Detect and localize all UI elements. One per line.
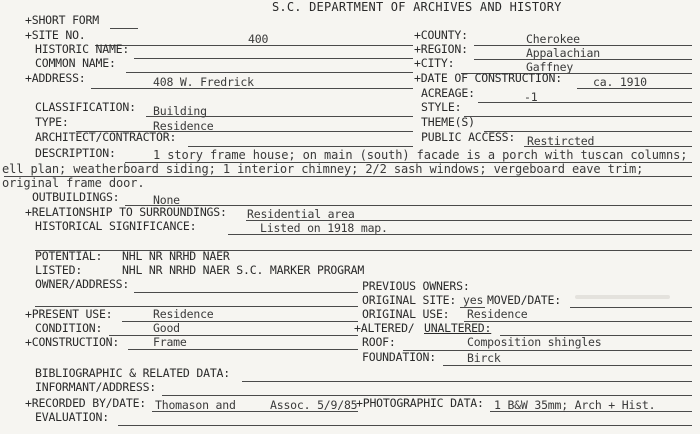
original-use-line xyxy=(464,321,692,322)
roof-value: Composition shingles xyxy=(467,335,602,349)
bibliographic-label: BIBLIOGRAPHIC & RELATED DATA: xyxy=(35,366,230,380)
listed-options: NHL NR NRHD NAER S.C. MARKER PROGRAM xyxy=(122,263,365,277)
original-use-label: ORIGINAL USE: xyxy=(362,307,450,321)
moved-date-label: MOVED/DATE: xyxy=(487,293,561,307)
paper-smudge xyxy=(575,295,670,299)
form-title: S.C. DEPARTMENT OF ARCHIVES AND HISTORY xyxy=(272,0,562,14)
moved-date-line xyxy=(570,307,692,308)
construction-value: Frame xyxy=(153,335,187,349)
historic-name-line xyxy=(134,58,413,59)
roof-line xyxy=(403,350,692,351)
architect-line xyxy=(188,146,413,147)
recorded-by-label: +RECORDED BY/DATE: xyxy=(25,396,147,410)
evaluation-label: EVALUATION: xyxy=(35,410,109,424)
city-value: Gaffney xyxy=(526,60,574,74)
present-use-value: Residence xyxy=(153,307,214,321)
historic-name-label: HISTORIC NAME: xyxy=(35,42,130,56)
potential-options: NHL NR NRHD NAER xyxy=(122,249,230,263)
foundation-label: FOUNDATION: xyxy=(362,350,436,364)
bibliographic-line xyxy=(242,381,692,382)
site-no-line xyxy=(95,45,413,46)
present-use-label: +PRESENT USE: xyxy=(25,307,113,321)
listed-label: LISTED: xyxy=(35,263,83,277)
historical-significance-value: Listed on 1918 map. xyxy=(260,221,388,235)
original-use-value: Residence xyxy=(467,307,528,321)
recorded-by-line xyxy=(152,411,358,412)
historical-significance-line xyxy=(228,234,692,235)
address-line xyxy=(91,88,413,89)
recorded-date-value: Assoc. 5/9/85 xyxy=(270,398,358,412)
outbuildings-label: OUTBUILDINGS: xyxy=(32,190,120,204)
photographic-value: 1 B&W 35mm; Arch + Hist. xyxy=(494,398,656,412)
county-label: +COUNTY: xyxy=(414,28,468,42)
short-form-line xyxy=(110,28,138,29)
condition-line xyxy=(109,335,358,336)
outbuildings-value: None xyxy=(153,193,180,207)
description-line-2: ell plan; weatherboard siding; 1 interior chimney; 2/2 sash windows; vergeboard eave trim; xyxy=(2,162,644,176)
owner-address-label: OWNER/ADDRESS: xyxy=(35,277,130,291)
relationship-value: Residential area xyxy=(247,207,355,221)
public-access-line xyxy=(524,146,692,147)
potential-label: POTENTIAL: xyxy=(35,249,103,263)
construction-line xyxy=(128,349,358,350)
theme-line xyxy=(484,131,692,132)
acreage-label: ACREAGE: xyxy=(421,86,475,100)
foundation-value: Birck xyxy=(467,351,501,365)
date-of-construction-value: ca. 1910 xyxy=(593,75,647,89)
date-of-construction-line xyxy=(577,88,692,89)
construction-label: +CONSTRUCTION: xyxy=(25,335,120,349)
site-no-label: +SITE NO. xyxy=(25,28,86,42)
common-name-label: COMMON NAME: xyxy=(35,56,116,70)
condition-value: Good xyxy=(153,321,180,335)
historical-significance-label: HISTORICAL SIGNIFICANCE: xyxy=(35,219,197,233)
type-label: TYPE: xyxy=(35,115,69,129)
style-label: STYLE: xyxy=(421,100,462,114)
classification-label: CLASSIFICATION: xyxy=(35,100,136,114)
acreage-line xyxy=(478,102,692,103)
owner-address-line xyxy=(134,292,358,293)
architect-label: ARCHITECT/CONTRACTOR: xyxy=(35,130,177,144)
city-label: +CITY: xyxy=(414,56,455,70)
description-line-1: 1 story frame house; on main (south) facade is a porch with tuscan columns; xyxy=(153,148,688,162)
address-value: 408 W. Fredrick xyxy=(153,75,254,89)
site-no-value: 400 xyxy=(248,32,269,46)
region-line xyxy=(474,59,692,60)
evaluation-line xyxy=(118,425,692,426)
classification-value: Building xyxy=(153,104,207,118)
foundation-line xyxy=(443,365,692,366)
county-value: Cherokee xyxy=(526,32,580,46)
roof-label: ROOF: xyxy=(362,335,396,349)
description-label: DESCRIPTION: xyxy=(35,146,116,160)
original-site-value: yes xyxy=(463,293,484,307)
public-access-label: PUBLIC ACCESS: xyxy=(421,130,516,144)
altered-label: +ALTERED/ xyxy=(354,321,415,335)
photographic-label: +PHOTOGRAPHIC DATA: xyxy=(356,396,484,410)
short-form-label: +SHORT FORM xyxy=(25,13,99,27)
theme-label: THEME(S) xyxy=(421,115,475,129)
classification-line xyxy=(146,116,413,117)
condition-label: CONDITION: xyxy=(35,321,103,335)
type-value: Residence xyxy=(153,119,214,133)
region-label: +REGION: xyxy=(414,42,468,56)
common-name-line xyxy=(126,72,413,73)
photographic-line xyxy=(490,411,692,412)
style-line xyxy=(464,116,692,117)
unaltered-label: UNALTERED: xyxy=(424,321,492,335)
recorded-by-value: Thomason and xyxy=(155,398,236,412)
address-label: +ADDRESS: xyxy=(25,71,86,85)
relationship-label: +RELATIONSHIP TO SURROUNDINGS: xyxy=(25,205,227,219)
date-of-construction-label: +DATE OF CONSTRUCTION: xyxy=(414,71,562,85)
previous-owners-label: PREVIOUS OWNERS: xyxy=(362,279,470,293)
public-access-value: Restircted xyxy=(527,134,595,148)
original-site-label: ORIGINAL SITE: xyxy=(362,293,457,307)
region-value: Appalachian xyxy=(526,46,600,60)
acreage-value: -1 xyxy=(524,90,538,104)
description-line-3: original frame door. xyxy=(2,176,145,190)
informant-label: INFORMANT/ADDRESS: xyxy=(35,380,157,394)
